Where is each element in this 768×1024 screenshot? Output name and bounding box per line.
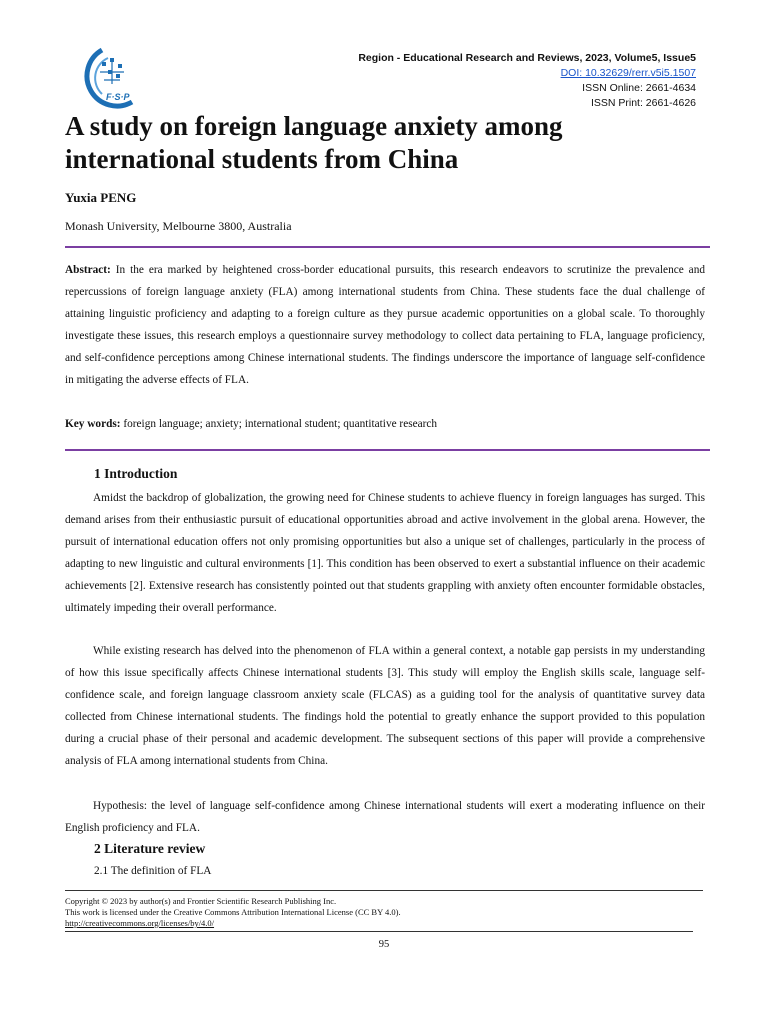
divider-bottom — [65, 449, 710, 451]
footer-divider — [65, 890, 703, 891]
issn-print: ISSN Print: 2661-4626 — [590, 97, 696, 109]
keywords-label: Key words: — [65, 418, 121, 430]
abstract-label: Abstract: — [65, 264, 111, 276]
hypothesis-paragraph: Hypothesis: the level of language self-confidence among Chinese international students will exert a moderating influence on their English proficiency and FLA. — [65, 800, 705, 834]
issn-online: ISSN Online: 2661-4634 — [582, 82, 696, 94]
divider-top — [65, 246, 710, 248]
author-name: Yuxia PENG — [65, 190, 137, 205]
footer-divider-lower — [65, 931, 693, 932]
page-number: 95 — [378, 939, 390, 950]
keywords-text: foreign language; anxiety; international student; quantitative research — [123, 418, 438, 430]
doi-link[interactable]: DOI: 10.32629/rerr.v5i5.1507 — [560, 67, 696, 79]
abstract — [65, 259, 705, 391]
paragraph: Amidst the backdrop of globalization, the growing need for Chinese students to achieve fluency in foreign languages has surged. This demand arises from their enthusiastic pursuit of educational opportunities abroad and active involvement in the global arena. However, the pursuit of international education offers not only promising opportunities but also a unique set of challenges, particularly in the process of adapting to new linguistic and cultural environments [1]. This condition has been observed to exert a substantial influence on their academic achievements [2]. Extensive research has consistently pointed out that students grappling with anxiety often encounter formidable obstacles, ultimately impeding their overall performance. — [65, 492, 705, 614]
affiliation: Monash University, Melbourne 3800, Australia — [65, 219, 292, 233]
license-link[interactable]: http://creativecommons.org/licenses/by/4.0/ — [65, 918, 215, 928]
footer-license — [65, 896, 401, 929]
paper-title: A study on foreign language anxiety among international students from China — [65, 111, 563, 174]
section-heading-literature-review: 2 Literature review — [94, 841, 206, 856]
paragraph: While existing research has delved into the phenomenon of FLA within a general context, a notable gap persists in my understanding of how this issue specifically affects Chinese international students [3]. This study will employ the English skills scale, language self-confidence scale, and foreign language classroom anxiety scale (FLCAS) as a guiding tool for the analysis of quantitative survey data collected from Chinese international students. The findings hold the potential to greatly enhance the support provided to this population during a crucial phase of their personal and academic development. The subsequent sections of this paper will provide a comprehensive analysis of FLA among international students from China. — [65, 645, 705, 767]
abstract-text: In the era marked by heightened cross-border educational pursuits, this research endeavors to scrutinize the prevalence and repercussions of foreign language anxiety (FLA) among international students from China. These students face the dual challenge of attaining linguistic proficiency and adapting to a foreign culture as they pursue academic opportunities on a global scale. To thoroughly investigate these issues, this research employs a questionnaire survey methodology to collect data pertaining to FLA, language proficiency, and self-confidence perceptions among Chinese international students. The findings underscore the importance of language self-confidence in mitigating the adverse effects of FLA. — [65, 264, 705, 386]
journal-name: Region - Educational Research and Reviews, 2023, Volume5, Issue5 — [358, 52, 696, 64]
publisher-logo — [72, 44, 162, 112]
keywords — [65, 413, 705, 435]
copyright-text: Copyright © 2023 by author(s) and Frontier Scientific Research Publishing Inc. — [65, 896, 337, 906]
logo-text: F·S·P — [106, 92, 130, 102]
license-text: This work is licensed under the Creative Commons Attribution International License (CC BY 4.0). — [65, 907, 401, 917]
subsection-heading: 2.1 The definition of FLA — [94, 865, 212, 877]
section-heading-introduction: 1 Introduction — [94, 466, 178, 481]
